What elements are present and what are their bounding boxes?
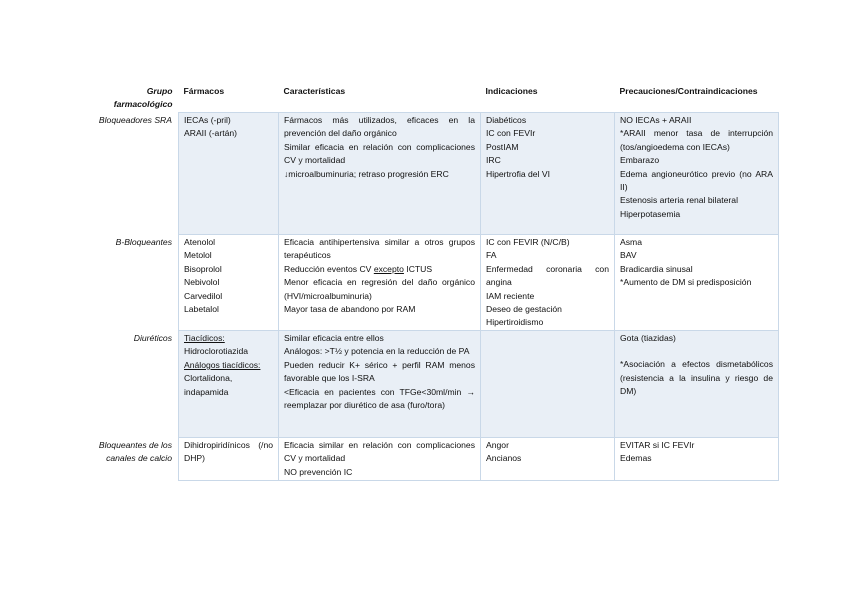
drugs-cell xyxy=(179,331,279,438)
cell-line: Mayor tasa de abandono por RAM xyxy=(284,304,416,315)
table-body xyxy=(84,113,779,481)
cell-line: Eficacia antihipertensiva similar a otros grupos terapéuticos xyxy=(284,237,475,261)
characteristics-cell xyxy=(279,438,481,481)
cell-line: Angor xyxy=(486,440,509,450)
header-row xyxy=(84,84,779,113)
header-indications: Indicaciones xyxy=(485,86,538,96)
cell-line: *Asociación a efectos dismetabólicos (resistencia a la insulina y riesgo de DM) xyxy=(620,359,773,397)
table-row xyxy=(84,438,779,481)
characteristics-cell xyxy=(279,113,481,235)
cell-line: Asma xyxy=(620,237,642,247)
group-cell: Diuréticos xyxy=(133,332,172,343)
indications-cell xyxy=(481,331,615,438)
cell-line: FA xyxy=(486,250,497,261)
cell-line: Estenosis arteria renal bilateral xyxy=(620,195,738,206)
cell-line: Análogos: >T½ y potencia en la reducción de PA xyxy=(284,346,470,357)
header-characteristics: Características xyxy=(283,86,346,96)
cell-line: EVITAR si IC FEVIr xyxy=(620,440,695,450)
cell-line: Hipertiroidismo xyxy=(486,317,544,328)
cell-line: Carvedilol xyxy=(184,290,223,301)
cell-line: NO IECAs + ARAII xyxy=(620,115,692,125)
cell-line: Pueden reducir K+ sérico + perfil RAM menos favorable que los I-SRA xyxy=(284,359,475,384)
drugs-cell xyxy=(179,113,279,235)
cell-line: Deseo de gestación xyxy=(486,304,562,315)
cell-line: PostIAM xyxy=(486,141,519,152)
cell-line: Hiperpotasemia xyxy=(620,208,681,219)
cell-line: IRC xyxy=(486,155,501,166)
cell-line: IECAs (-pril) xyxy=(184,115,231,125)
cell-line: Similar eficacia entre ellos xyxy=(284,333,384,343)
group-cell: Bloqueantes de los canales de calcio xyxy=(98,439,172,463)
cell-line: Edemas xyxy=(620,453,652,464)
cell-line: Bradicardia sinusal xyxy=(620,263,693,274)
header-group: Grupo farmacológico xyxy=(113,86,173,110)
indications-cell xyxy=(481,235,615,331)
cell-line: IC con FEVIr xyxy=(486,128,536,139)
cell-line: Nebivolol xyxy=(184,277,220,288)
cell-line: Dihidropiridínicos (/no DHP) xyxy=(184,440,273,464)
table-row xyxy=(84,331,779,438)
precautions-cell xyxy=(615,331,779,438)
table-row xyxy=(84,113,779,235)
cell-line: Bisoprolol xyxy=(184,263,222,274)
characteristics-cell xyxy=(279,235,481,331)
cell-line: Enfermedad coronaria con angina xyxy=(486,263,609,288)
cell-line: Menor eficacia en regresión del daño orgánico (HVI/microalbuminuria) xyxy=(284,277,475,301)
cell-line: IAM reciente xyxy=(486,290,535,301)
antihypertensive-table xyxy=(84,84,779,481)
cell-line: Atenolol xyxy=(184,237,216,247)
cell-line: Diabéticos xyxy=(486,115,527,125)
cell-line: BAV xyxy=(620,250,637,261)
drugs-cell xyxy=(179,438,279,481)
group-cell: Bloqueadores SRA xyxy=(98,114,172,125)
cell-line: Embarazo xyxy=(620,155,660,166)
cell-line: Similar eficacia en relación con complicaciones CV y mortalidad xyxy=(284,141,475,166)
cell-line: Tiacídicos: xyxy=(184,333,225,343)
indications-cell xyxy=(481,113,615,235)
cell-line: ↓microalbuminuria; retraso progresión ERC xyxy=(284,168,449,179)
cell-line: Ancianos xyxy=(486,453,522,464)
precautions-cell xyxy=(615,113,779,235)
characteristics-cell xyxy=(279,331,481,438)
table-row xyxy=(84,235,779,331)
cell-line: IC con FEVIR (N/C/B) xyxy=(486,237,570,247)
drugs-cell xyxy=(179,235,279,331)
cell-line: Metolol xyxy=(184,250,212,261)
cell-line: Edema angioneurótico previo (no ARA II) xyxy=(620,168,773,193)
header-precautions: Precauciones/Contraindicaciones xyxy=(619,86,758,96)
cell-line xyxy=(620,345,773,358)
cell-line: Reducción eventos CV excepto ICTUS xyxy=(284,263,433,274)
cell-line: Eficacia similar en relación con complicaciones CV y mortalidad xyxy=(284,440,475,464)
cell-line: NO prevención IC xyxy=(284,466,353,477)
group-cell: B-Bloqueantes xyxy=(115,236,172,247)
precautions-cell xyxy=(615,438,779,481)
cell-line: *ARAII menor tasa de interrupción (tos/angioedema con IECAs) xyxy=(620,128,773,152)
cell-line: Análogos tiacídicos: xyxy=(184,359,261,370)
header-drugs: Fármacos xyxy=(183,86,225,96)
cell-line: Hidroclorotiazida xyxy=(184,346,249,357)
cell-line: Hipertrofia del VI xyxy=(486,168,551,179)
cell-line: ARAII (-artán) xyxy=(184,128,238,139)
cell-line: <Eficacia en pacientes con TFGe<30ml/min → reemplazar por diurético de asa (furo/tora) xyxy=(284,386,475,411)
cell-line: Fármacos más utilizados, eficaces en la prevención del daño orgánico xyxy=(284,115,475,139)
precautions-cell xyxy=(615,235,779,331)
cell-line: Gota (tiazidas) xyxy=(620,333,676,343)
cell-line: Clortalidona, indapamida xyxy=(184,373,233,397)
cell-line: Labetalol xyxy=(184,304,219,315)
indications-cell xyxy=(481,438,615,481)
cell-line: *Aumento de DM si predisposición xyxy=(620,277,752,288)
